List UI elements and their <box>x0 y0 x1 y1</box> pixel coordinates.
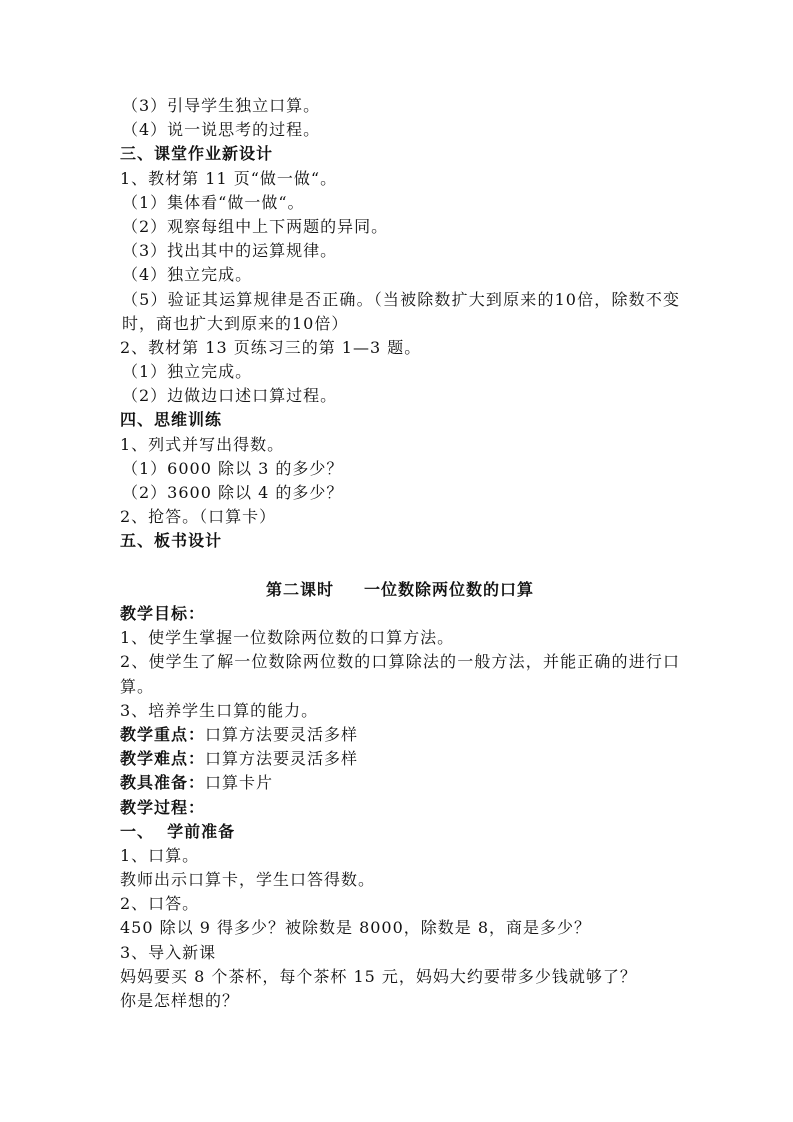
text-line: 你是怎样想的？ <box>120 991 240 1010</box>
text-line: （3）引导学生独立口算。 <box>122 96 321 115</box>
section-heading: 四、思维训练 <box>120 410 223 430</box>
section-heading: 三、课堂作业新设计 <box>120 144 274 164</box>
document-page <box>120 94 680 1013</box>
section-heading: 五、板书设计 <box>120 531 223 551</box>
text-line: 1、口算。 <box>120 845 200 865</box>
difficulty-label: 教学难点： <box>120 749 206 769</box>
text-line: 2、抢答。（口算卡） <box>120 507 277 527</box>
text-line: 1、教材第 11 页“做一做“。 <box>120 168 338 188</box>
key-point <box>120 723 680 747</box>
difficulty-text: 口算方法要灵活多样 <box>205 749 359 769</box>
text-line: （1）6000 除以 3 的多少？ <box>122 458 344 478</box>
key-text: 口算方法要灵活多样 <box>205 724 359 744</box>
text-line: 2、口答。 <box>120 894 200 914</box>
text-line: 450 除以 9 得多少？被除数是 8000，除数是 8，商是多少？ <box>120 918 592 938</box>
text-paragraph: （5）验证其运算规律是否正确。（当被除数扩大到原来的10倍，除数不变时，商也扩大到原来的10倍） <box>122 289 680 333</box>
tools-label: 教具准备： <box>120 773 206 793</box>
goals-label: 教学目标： <box>120 603 206 623</box>
text-line: 妈妈要买 8 个茶杯，每个茶杯 15 元，妈妈大约要带多少钱就够了？ <box>120 966 637 986</box>
text-line: （1）集体看“做一做“。 <box>122 192 305 212</box>
text-line: 教师出示口算卡，学生口答得数。 <box>120 870 376 890</box>
lesson-number: 第二课时 <box>265 579 334 599</box>
text-line: （2）观察每组中上下两题的异同。 <box>122 216 389 236</box>
lesson-topic: 一位数除两位数的口算 <box>364 579 535 599</box>
key-label: 教学重点： <box>120 724 206 744</box>
text-line: 3、导入新课 <box>120 942 217 962</box>
tools-line <box>120 771 680 795</box>
text-line: （4）独立完成。 <box>122 265 253 285</box>
difficulty-point <box>120 747 680 771</box>
goal-item: 1、使学生掌握一位数除两位数的口算方法。 <box>120 628 455 648</box>
goal-item: 3、培养学生口算的能力。 <box>120 700 319 720</box>
process-label: 教学过程： <box>120 797 206 817</box>
lesson-title <box>120 578 680 602</box>
text-line: （3）找出其中的运算规律。 <box>122 241 338 261</box>
section-heading: 一、 学前准备 <box>120 821 236 841</box>
text-line: （1）独立完成。 <box>122 362 253 382</box>
text-line: （2）边做边口述口算过程。 <box>122 386 338 406</box>
text-line: （4）说一说思考的过程。 <box>122 120 321 140</box>
tools-text: 口算卡片 <box>205 773 274 793</box>
text-line: 1、列式并写出得数。 <box>120 434 285 454</box>
blank-line <box>120 554 680 578</box>
text-line: 2、教材第 13 页练习三的第 1—3 题。 <box>120 337 422 357</box>
text-line: （2）3600 除以 4 的多少？ <box>122 483 344 503</box>
goal-item: 2、使学生了解一位数除两位数的口算除法的一般方法，并能正确的进行口算。 <box>120 652 680 696</box>
